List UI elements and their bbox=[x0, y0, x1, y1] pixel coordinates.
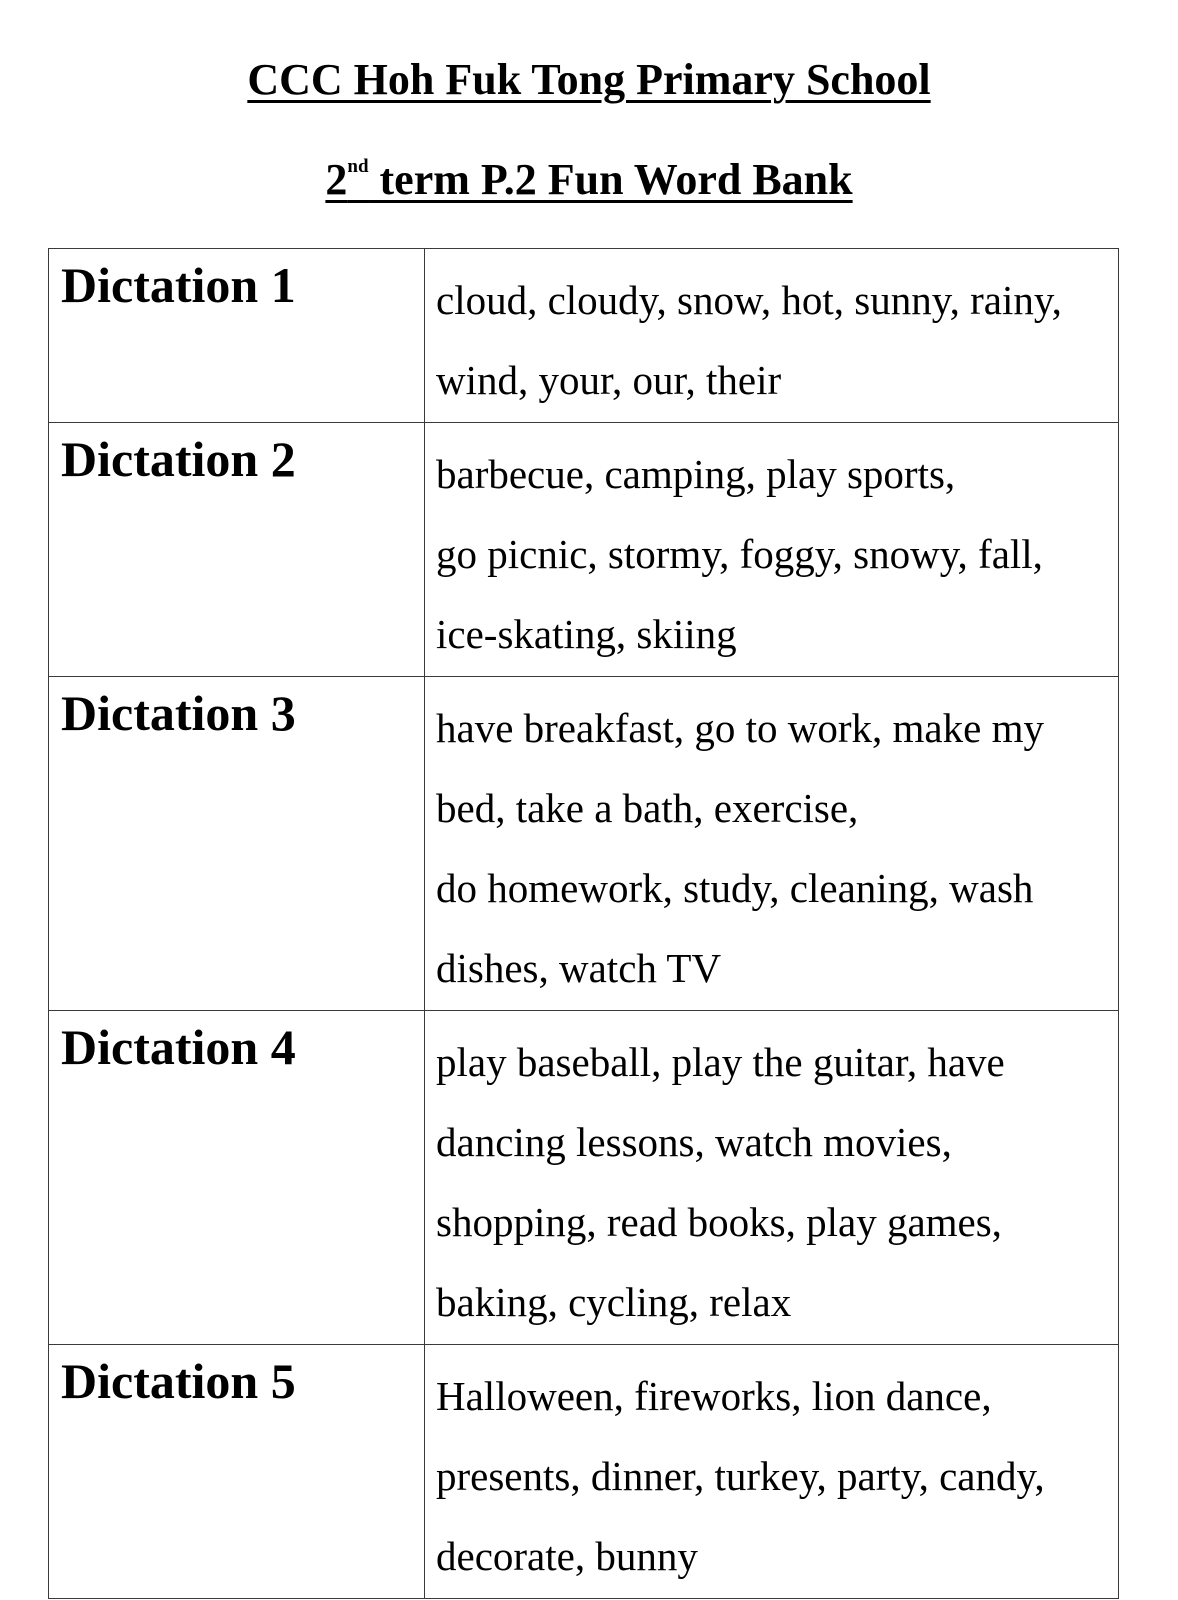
word-bank-title bbox=[0, 155, 1178, 204]
word-line: shopping, read books, play games, bbox=[436, 1199, 1002, 1245]
word-line: dancing lessons, watch movies, bbox=[436, 1119, 952, 1165]
school-title-text: CCC Hoh Fuk Tong Primary School bbox=[247, 55, 931, 104]
word-line: go picnic, stormy, foggy, snowy, fall, bbox=[436, 531, 1043, 577]
word-line: have breakfast, go to work, make my bbox=[436, 705, 1044, 751]
word-line: ice-skating, skiing bbox=[436, 611, 737, 657]
term-number: 2 bbox=[325, 155, 348, 204]
table-row bbox=[49, 1345, 1119, 1599]
table-row bbox=[49, 249, 1119, 423]
dictation-label: Dictation 2 bbox=[49, 423, 425, 677]
word-line: cloud, cloudy, snow, hot, sunny, rainy, bbox=[436, 277, 1062, 323]
word-bank-title-text bbox=[325, 155, 852, 204]
dictation-words bbox=[425, 423, 1119, 677]
dictation-words bbox=[425, 677, 1119, 1011]
word-line: bed, take a bath, exercise, bbox=[436, 785, 859, 831]
word-line: wind, your, our, their bbox=[436, 357, 782, 403]
school-title bbox=[0, 55, 1178, 104]
dictation-words bbox=[425, 1011, 1119, 1345]
term-title-rest: term P.2 Fun Word Bank bbox=[368, 155, 853, 204]
word-line: play baseball, play the guitar, have bbox=[436, 1039, 1005, 1085]
word-line: do homework, study, cleaning, wash bbox=[436, 865, 1034, 911]
dictation-label: Dictation 5 bbox=[49, 1345, 425, 1599]
dictation-label: Dictation 3 bbox=[49, 677, 425, 1011]
table-row bbox=[49, 423, 1119, 677]
word-bank-table bbox=[48, 248, 1119, 1599]
dictation-words bbox=[425, 249, 1119, 423]
word-line: Halloween, fireworks, lion dance, bbox=[436, 1373, 992, 1419]
word-line: dishes, watch TV bbox=[436, 945, 722, 991]
table-row bbox=[49, 677, 1119, 1011]
dictation-label: Dictation 4 bbox=[49, 1011, 425, 1345]
term-ordinal-suffix: nd bbox=[347, 156, 369, 177]
word-line: decorate, bunny bbox=[436, 1533, 698, 1579]
word-line: presents, dinner, turkey, party, candy, bbox=[436, 1453, 1045, 1499]
dictation-words bbox=[425, 1345, 1119, 1599]
word-line: baking, cycling, relax bbox=[436, 1279, 792, 1325]
table-row bbox=[49, 1011, 1119, 1345]
dictation-label: Dictation 1 bbox=[49, 249, 425, 423]
word-line: barbecue, camping, play sports, bbox=[436, 451, 956, 497]
